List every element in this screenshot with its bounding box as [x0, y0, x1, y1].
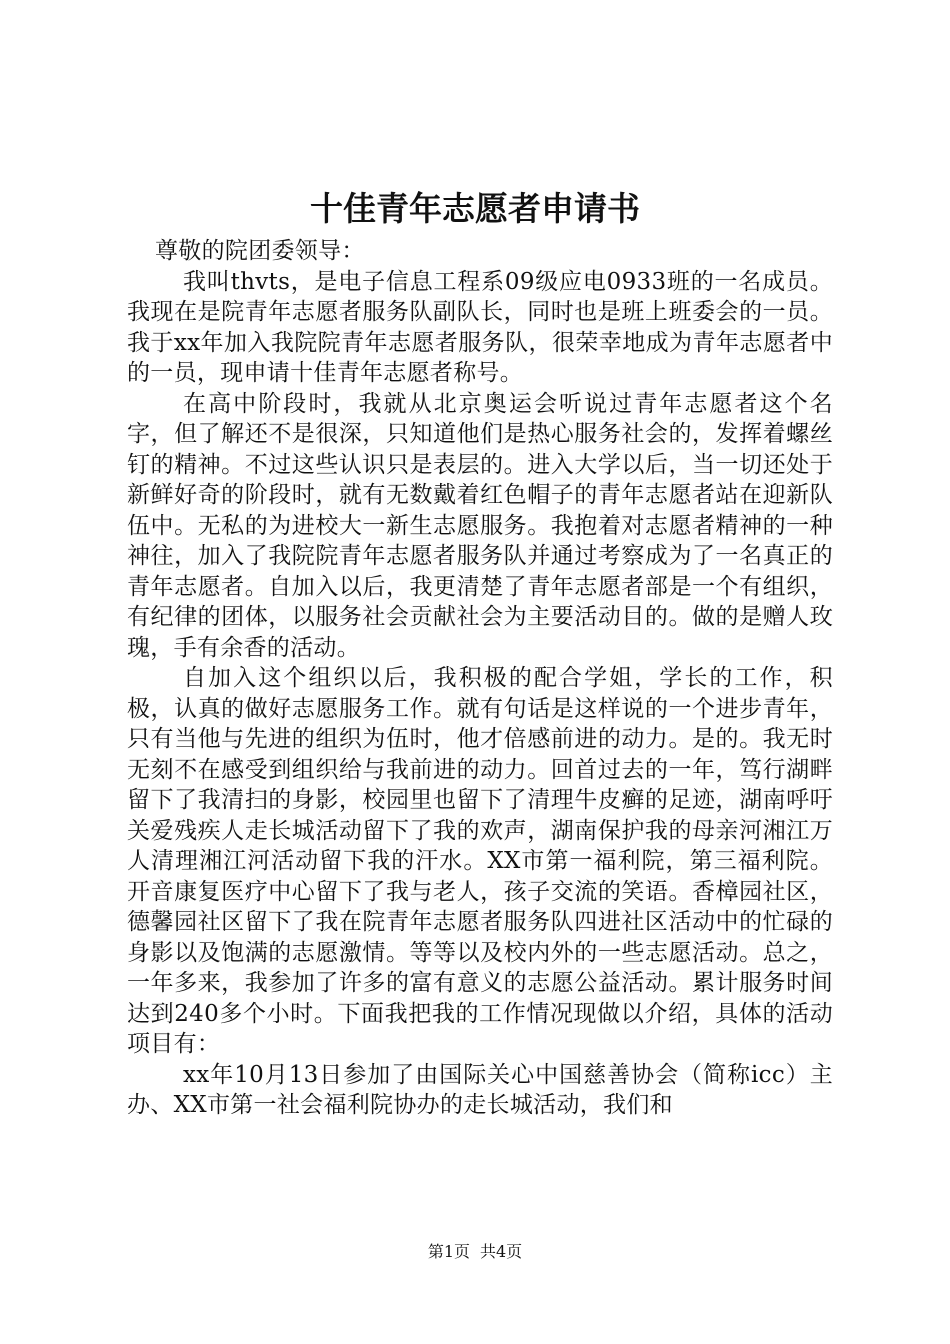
document-title: 十佳青年志愿者申请书 — [310, 189, 640, 228]
salutation: 尊敬的院团委领导： — [155, 238, 365, 264]
page-footer — [0, 1240, 950, 1264]
page-number: 第1页 — [427, 1242, 470, 1261]
paragraph-activity-item: xx年10月13日参加了由国际关心中国慈善协会（简称icc）主办、XX市第一社会福利院协办的走长城活动，我们和 — [127, 1061, 833, 1118]
paragraph-introduction: 我叫thvts，是电子信息工程系09级应电0933班的一名成员。我现在是院青年志愿者服务队副队长，同时也是班上班委会的一员。我于xx年加入我院院青年志愿者服务队，很荣幸地成为青年志愿者中的一员，现申请十佳青年志愿者称号。 — [127, 268, 833, 386]
document-body — [127, 236, 833, 1121]
page-total: 共4页 — [480, 1242, 523, 1261]
paragraph-background: 在高中阶段时，我就从北京奥运会听说过青年志愿者这个名字，但了解还不是很深，只知道他们是热心服务社会的，发挥着螺丝钉的精神。不过这些认识只是表层的。进入大学以后，当一切还处于新鲜好奇的阶段时，就有无数戴着红色帽子的青年志愿者站在迎新队伍中。无私的为进校大一新生志愿服务。我抱着对志愿者精神的一种神往，加入了我院院青年志愿者服务队并通过考察成为了一名真正的青年志愿者。自加入以后，我更清楚了青年志愿者部是一个有组织，有纪律的团体，以服务社会贡献社会为主要活动目的。做的是赠人玫瑰，手有余香的活动。 — [127, 390, 833, 661]
paragraph-activities: 自加入这个组织以后，我积极的配合学姐，学长的工作，积极，认真的做好志愿服务工作。就有句话是这样说的一个进步青年，只有当他与先进的组织为伍时，他才倍感前进的动力。是的。我无时无刻不在感受到组织给与我前进的动力。回首过去的一年，笃行湖畔留下了我清扫的身影，校园里也留下了清理牛皮癣的足迹，湖南呼吁关爱残疾人走长城活动留下了我的欢声，湖南保护我的母亲河湘江万人清理湘江河活动留下我的汗水。XX市第一福利院，第三福利院。开音康复医疗中心留下了我与老人，孩子交流的笑语。香樟园社区，德馨园社区留下了我在院青年志愿者服务队四进社区活动中的忙碌的身影以及饱满的志愿激情。等等以及校内外的一些志愿活动。总之，一年多来，我参加了许多的富有意义的志愿公益活动。累计服务时间达到240多个小时。下面我把我的工作情况现做以介绍，具体的活动项目有： — [127, 665, 833, 1057]
